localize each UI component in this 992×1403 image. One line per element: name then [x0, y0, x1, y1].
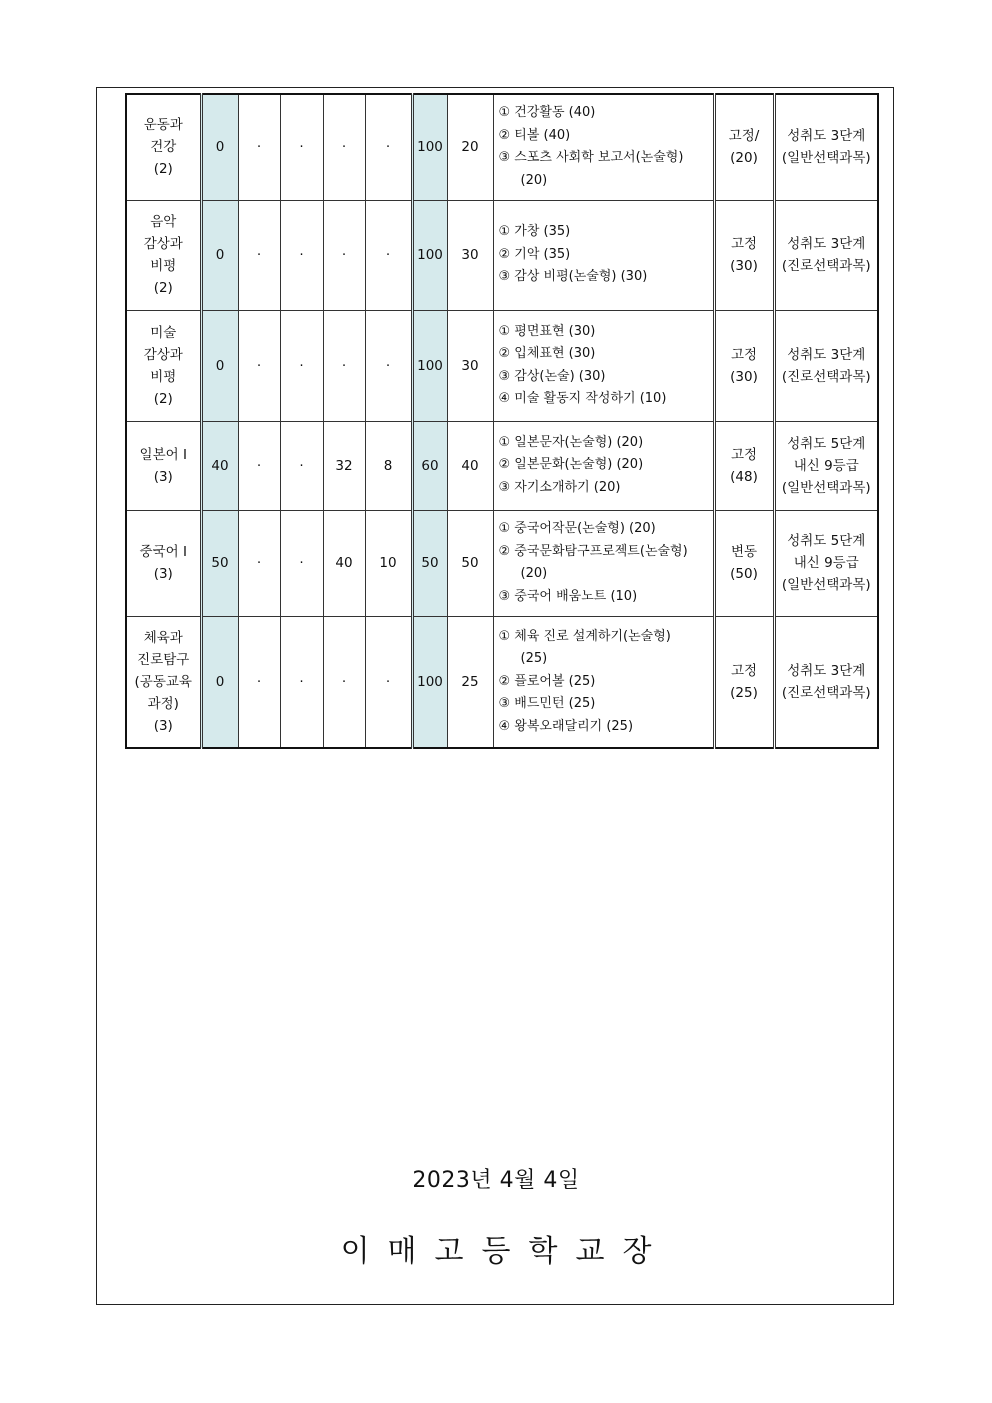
subject-line: (3) — [153, 566, 173, 582]
ratio-cell: · — [238, 94, 280, 200]
ratio-cell: · — [280, 616, 323, 748]
type-line: 고정 — [730, 346, 758, 363]
ratio-cell: 8 — [365, 421, 412, 510]
performance-total-cell: 60 — [412, 421, 447, 510]
ratio-cell: · — [280, 200, 323, 310]
subject-line: 미술 — [150, 324, 177, 341]
items-line: ① 가창 (35) — [498, 224, 571, 240]
ratio-cell: · — [238, 310, 280, 421]
subject-line: (2) — [153, 161, 173, 178]
performance-cell: 50 — [447, 510, 493, 616]
performance-cell: 30 — [447, 310, 493, 421]
ratio-cell: · — [280, 510, 323, 616]
subject-line: (3) — [153, 468, 173, 485]
grade-line: 내신 9등급 — [793, 457, 859, 474]
ratio-cell: · — [365, 310, 412, 421]
subject-line: (2) — [153, 280, 173, 296]
grade-line: (일반선택과목) — [781, 577, 871, 593]
grade-line: (진로선택과목) — [781, 368, 871, 385]
subject-line: 체육과 — [143, 629, 183, 646]
subject-line: 진로탐구 — [137, 651, 190, 668]
items-line: ① 건강활동 (40) — [498, 105, 596, 121]
performance-total-cell: 100 — [412, 310, 447, 421]
grade-cell — [774, 616, 878, 748]
subject-line: 감상과 — [143, 346, 183, 363]
table-row — [126, 200, 878, 310]
type-cell — [714, 200, 774, 310]
items-line: ④ 미술 활동지 작성하기 (10) — [498, 391, 667, 406]
items-line: ② 입체표현 (30) — [498, 346, 596, 361]
grade-line: (일반선택과목) — [781, 150, 871, 167]
items-line: ③ 감상 비평(논술형) (30) — [498, 269, 648, 285]
school-principal: 이매고등학교장 — [340, 1234, 670, 1269]
table-row — [126, 310, 878, 421]
subject-cell — [126, 616, 201, 748]
ratio-cell: · — [323, 200, 365, 310]
grade-line: 성취도 5단계 — [787, 435, 866, 452]
grade-cell — [774, 94, 878, 200]
items-line: ② 기악 (35) — [498, 246, 571, 262]
ratio-cell: · — [238, 200, 280, 310]
ratio-total-cell: 50 — [201, 510, 238, 616]
subject-line: 건강 — [150, 139, 177, 156]
items-line: ③ 중국어 배움노트 (10) — [498, 588, 638, 604]
type-line: (25) — [730, 684, 758, 701]
ratio-cell: · — [280, 310, 323, 421]
subject-line: 일본어 I — [139, 446, 187, 463]
items-line: ② 일본문화(논술형) (20) — [498, 457, 644, 473]
items-cell — [493, 510, 714, 616]
subject-cell — [126, 421, 201, 510]
items-line: ③ 배드민턴 (25) — [498, 696, 596, 711]
subject-cell — [126, 200, 201, 310]
type-line: 고정 — [730, 446, 758, 463]
grade-line: (진로선택과목) — [781, 684, 871, 701]
items-line: ② 티볼 (40) — [498, 127, 571, 143]
performance-total-cell: 50 — [412, 510, 447, 616]
subject-line: (2) — [153, 390, 173, 407]
ratio-cell: · — [238, 510, 280, 616]
grade-line: (일반선택과목) — [781, 479, 871, 496]
subject-line: 비평 — [150, 258, 177, 274]
subject-line: 음악 — [150, 214, 177, 230]
subject-line: 과정) — [147, 695, 179, 712]
grade-cell — [774, 510, 878, 616]
items-line: ① 중국어작문(논술형) (20) — [498, 521, 656, 536]
grade-line: 성취도 3단계 — [787, 236, 866, 252]
ratio-cell: · — [238, 421, 280, 510]
performance-cell: 20 — [447, 94, 493, 200]
performance-cell: 30 — [447, 200, 493, 310]
ratio-cell: · — [323, 310, 365, 421]
grade-line: 성취도 3단계 — [787, 346, 866, 363]
type-line: 고정 — [730, 662, 758, 679]
table-row — [126, 510, 878, 616]
items-line: ① 체육 진로 설계하기(논술형) — [498, 628, 671, 644]
type-cell — [714, 616, 774, 748]
grade-line: 성취도 5단계 — [787, 533, 866, 549]
ratio-cell: · — [365, 94, 412, 200]
type-line: (50) — [730, 566, 758, 582]
ratio-cell: · — [365, 200, 412, 310]
grade-line: 성취도 3단계 — [787, 662, 866, 679]
type-cell — [714, 94, 774, 200]
ratio-cell: · — [323, 94, 365, 200]
items-line: ① 평면표현 (30) — [498, 323, 596, 339]
table-row — [126, 616, 878, 748]
type-line: (48) — [730, 468, 758, 485]
grade-cell — [774, 310, 878, 421]
items-line: ② 중국문화탐구프로젝트(논술형) — [498, 543, 688, 559]
table-row — [126, 94, 878, 200]
type-line: (30) — [730, 368, 758, 385]
type-line: 변동 — [730, 544, 758, 560]
items-line: (25) — [520, 651, 548, 666]
type-line: (20) — [730, 150, 758, 167]
grade-line: 내신 9등급 — [793, 555, 859, 571]
ratio-cell: · — [280, 94, 323, 200]
ratio-cell: 32 — [323, 421, 365, 510]
items-line: ② 플로어볼 (25) — [498, 673, 596, 689]
ratio-cell: · — [280, 421, 323, 510]
grade-cell — [774, 421, 878, 510]
performance-cell: 25 — [447, 616, 493, 748]
ratio-cell: 40 — [323, 510, 365, 616]
grade-line: (진로선택과목) — [781, 258, 871, 274]
type-cell — [714, 510, 774, 616]
items-cell — [493, 616, 714, 748]
items-line: ④ 왕복오래달리기 (25) — [498, 718, 634, 734]
items-cell — [493, 94, 714, 200]
ratio-cell: · — [365, 616, 412, 748]
grade-line: 성취도 3단계 — [787, 128, 866, 145]
ratio-total-cell: 0 — [201, 616, 238, 748]
items-line: ③ 자기소개하기 (20) — [498, 479, 621, 495]
ratio-total-cell: 40 — [201, 421, 238, 510]
ratio-cell: 10 — [365, 510, 412, 616]
items-cell — [493, 310, 714, 421]
performance-total-cell: 100 — [412, 616, 447, 748]
subject-line: 운동과 — [143, 117, 183, 134]
grade-cell — [774, 200, 878, 310]
items-line: ③ 스포츠 사회학 보고서(논술형) — [498, 150, 684, 166]
type-cell — [714, 421, 774, 510]
type-line: 고정/ — [728, 128, 760, 145]
table-row — [126, 421, 878, 510]
performance-cell: 40 — [447, 421, 493, 510]
subject-line: 감상과 — [143, 236, 183, 252]
ratio-total-cell: 0 — [201, 310, 238, 421]
subject-line: 중국어 I — [139, 544, 187, 560]
subject-line: (3) — [153, 717, 173, 734]
ratio-total-cell: 0 — [201, 200, 238, 310]
items-line: (20) — [520, 172, 548, 188]
ratio-cell: · — [238, 616, 280, 748]
document-date: 2023년 4월 4일 — [412, 1168, 580, 1193]
performance-total-cell: 100 — [412, 200, 447, 310]
ratio-cell: · — [323, 616, 365, 748]
items-cell — [493, 421, 714, 510]
type-cell — [714, 310, 774, 421]
performance-total-cell: 100 — [412, 94, 447, 200]
items-line: ① 일본문자(논술형) (20) — [498, 434, 644, 450]
subject-line: (공동교육 — [134, 673, 192, 690]
subject-cell — [126, 510, 201, 616]
type-line: 고정 — [730, 236, 758, 252]
type-line: (30) — [730, 258, 758, 274]
subject-line: 비평 — [150, 368, 177, 385]
items-line: ③ 감상(논술) (30) — [498, 368, 606, 384]
subject-cell — [126, 94, 201, 200]
subject-cell — [126, 310, 201, 421]
items-line: (20) — [520, 566, 548, 581]
evaluation-table — [125, 93, 879, 749]
items-cell — [493, 200, 714, 310]
ratio-total-cell: 0 — [201, 94, 238, 200]
